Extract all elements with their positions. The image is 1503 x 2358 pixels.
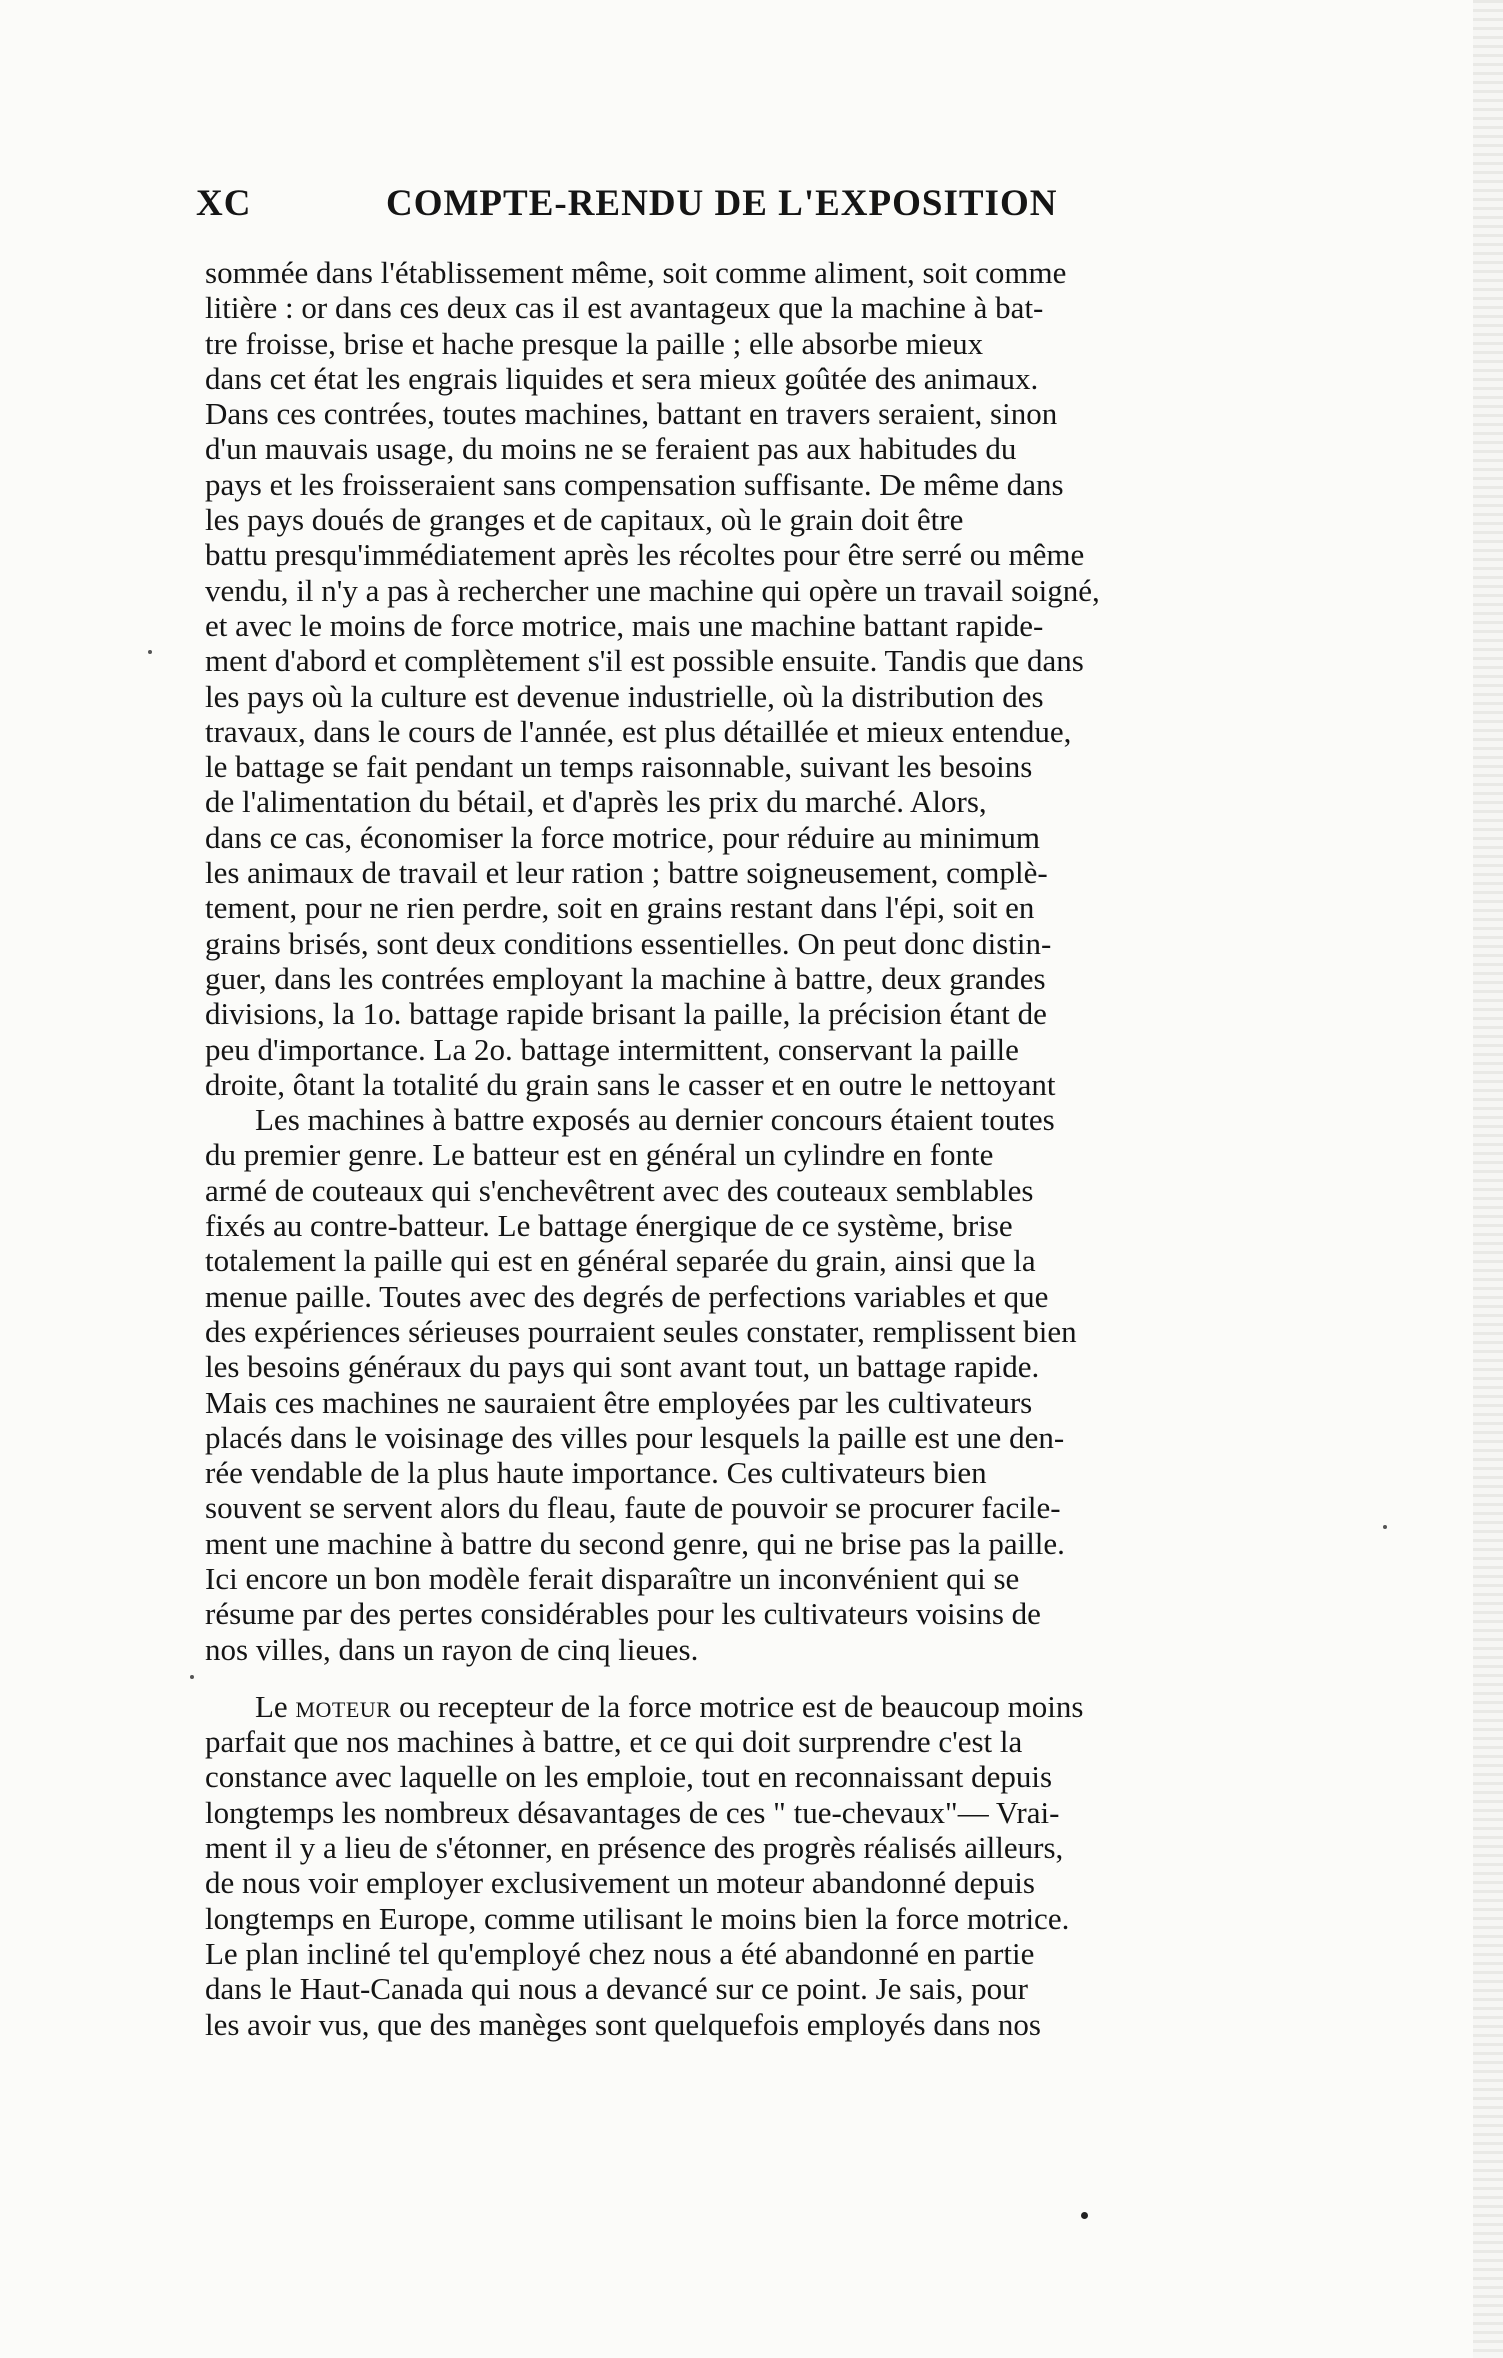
text-line: le battage se fait pendant un temps raisonnable, suivant les besoins [205, 749, 1033, 785]
ink-speck [148, 650, 152, 654]
paragraph-2 [205, 1102, 1355, 1667]
text-line [205, 1689, 1355, 1724]
text-line: constance avec laquelle on les emploie, tout en reconnaissant depuis [205, 1759, 1053, 1795]
text-line: résume par des pertes considérables pour les cultivateurs voisins de [205, 1596, 1041, 1632]
text-line: menue paille. Toutes avec des degrés de perfections variables et que [205, 1278, 1049, 1314]
text-line: parfait que nos machines à battre, et ce qui doit surprendre c'est la [205, 1724, 1023, 1760]
text-line: de l'alimentation du bétail, et d'après les prix du marché. Alors, [205, 784, 987, 820]
page-edge [1473, 0, 1503, 2358]
text-line: les avoir vus, que des manèges sont quelquefois employés dans nos [205, 2006, 1041, 2042]
text-line: des expériences sérieuses pourraient seules constater, remplissent bien [205, 1313, 1077, 1349]
page-header [196, 182, 1366, 238]
paragraph-1 [205, 255, 1355, 1102]
text-line: ment d'abord et complètement s'il est possible ensuite. Tandis que dans [205, 643, 1084, 679]
text-line: guer, dans les contrées employant la machine à battre, deux grandes [205, 960, 1046, 996]
text-line: totalement la paille qui est en général separée du grain, ainsi que la [205, 1243, 1036, 1279]
lead-text: Le [255, 1688, 296, 1724]
text-line: armé de couteaux qui s'enchevêtrent avec des couteaux semblables [205, 1172, 1034, 1208]
text-line: droite, ôtant la totalité du grain sans le casser et en outre le nettoyant [205, 1066, 1056, 1102]
paragraph-gap [205, 1667, 1355, 1689]
lead-smallcaps: moteur [295, 1688, 392, 1724]
lead-rest: ou recepteur de la force motrice est de beaucoup moins [391, 1688, 1084, 1724]
text-line: souvent se servent alors du fleau, faute de pouvoir se procurer facile- [205, 1490, 1061, 1526]
text-line: travaux, dans le cours de l'année, est plus détaillée et mieux entendue, [205, 713, 1072, 749]
text-line: ment il y a lieu de s'étonner, en présence des progrès réalisés ailleurs, [205, 1830, 1064, 1866]
ink-speck [190, 1675, 194, 1679]
text-line: Dans ces contrées, toutes machines, battant en travers seraient, sinon [205, 396, 1058, 432]
page-number: XC [196, 183, 252, 224]
text-line: nos villes, dans un rayon de cinq lieues. [205, 1631, 699, 1667]
text-line: ment une machine à battre du second genre, qui ne brise pas la paille. [205, 1525, 1065, 1561]
text-line: vendu, il n'y a pas à rechercher une machine qui opère un travail soigné, [205, 572, 1100, 608]
ink-speck [1383, 1525, 1387, 1529]
text-line: les pays doués de granges et de capitaux, où le grain doit être [205, 502, 964, 538]
body-text [205, 255, 1355, 2042]
text-line: longtemps les nombreux désavantages de ces " tue-chevaux"— Vrai- [205, 1794, 1060, 1830]
text-line: longtemps en Europe, comme utilisant le moins bien la force motrice. [205, 1900, 1070, 1936]
text-line: pays et les froisseraient sans compensation suffisante. De même dans [205, 466, 1064, 502]
text-line: les pays où la culture est devenue industrielle, où la distribution des [205, 678, 1044, 714]
text-line: rée vendable de la plus haute importance. Ces cultivateurs bien [205, 1455, 987, 1491]
text-line: dans ce cas, économiser la force motrice, pour réduire au minimum [205, 819, 1040, 855]
text-line: Ici encore un bon modèle ferait disparaître un inconvénient qui se [205, 1560, 1020, 1596]
text-line: divisions, la 1o. battage rapide brisant la paille, la précision étant de [205, 996, 1047, 1032]
text-line: Mais ces machines ne sauraient être employées par les cultivateurs [205, 1384, 1033, 1420]
text-line: grains brisés, sont deux conditions essentielles. On peut donc distin- [205, 925, 1052, 961]
text-line: et avec le moins de force motrice, mais une machine battant rapide- [205, 607, 1044, 643]
text-line: les besoins généraux du pays qui sont avant tout, un battage rapide. [205, 1349, 1040, 1385]
text-line: sommée dans l'établissement même, soit comme aliment, soit comme [205, 255, 1067, 290]
text-line: de nous voir employer exclusivement un moteur abandonné depuis [205, 1865, 1035, 1901]
text-line: battu presqu'immédiatement après les récoltes pour être serré ou même [205, 537, 1085, 573]
text-line: dans cet état les engrais liquides et sera mieux goûtée des animaux. [205, 360, 1039, 396]
text-line: les animaux de travail et leur ration ; battre soigneusement, complè- [205, 855, 1048, 891]
text-line: dans le Haut-Canada qui nous a devancé sur ce point. Je sais, pour [205, 1971, 1028, 2007]
text-line: Les machines à battre exposés au dernier concours étaient toutes [255, 1102, 1055, 1138]
text-line: tre froisse, brise et hache presque la paille ; elle absorbe mieux [205, 325, 984, 361]
text-line: tement, pour ne rien perdre, soit en grains restant dans l'épi, soit en [205, 890, 1035, 926]
text-line: du premier genre. Le batteur est en général un cylindre en fonte [205, 1137, 994, 1173]
ink-dot [1081, 2212, 1088, 2219]
text-line: litière : or dans ces deux cas il est avantageux que la machine à bat- [205, 290, 1044, 326]
running-title: COMPTE-RENDU DE L'EXPOSITION [386, 183, 1058, 224]
text-line: Le plan incliné tel qu'employé chez nous a été abandonné en partie [205, 1935, 1035, 1971]
text-line: fixés au contre-batteur. Le battage énergique de ce système, brise [205, 1208, 1013, 1244]
text-line: placés dans le voisinage des villes pour lesquels la paille est une den- [205, 1419, 1065, 1455]
paragraph-3 [205, 1689, 1355, 2042]
text-line: d'un mauvais usage, du moins ne se feraient pas aux habitudes du [205, 431, 1017, 467]
text-line: peu d'importance. La 2o. battage intermittent, conservant la paille [205, 1031, 1019, 1067]
